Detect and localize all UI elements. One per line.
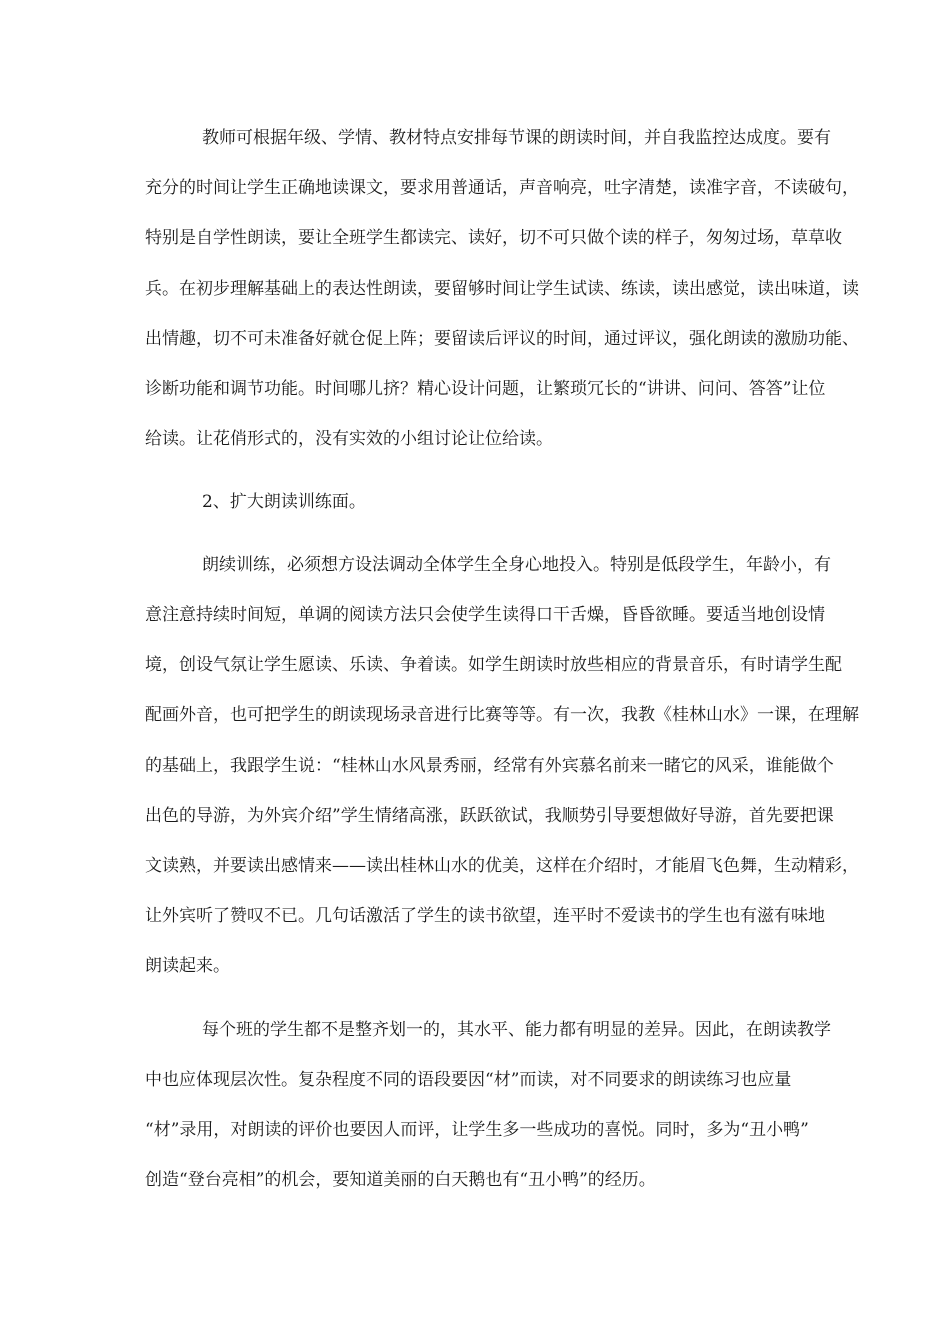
paragraph-line: 给读。让花俏形式的，没有实效的小组讨论让位给读。 bbox=[145, 429, 553, 449]
paragraph-line: 中也应体现层次性。复杂程度不同的语段要因“材”而读，对不同要求的朗读练习也应量 bbox=[145, 1070, 792, 1090]
paragraph-line: 特别是自学性朗读，要让全班学生都读完、读好，切不可只做个读的样子，匆匆过场，草草收 bbox=[145, 228, 842, 248]
paragraph-line: 让外宾听了赞叹不已。几句话激活了学生的读书欲望，连平时不爱读书的学生也有滋有味地 bbox=[145, 906, 825, 926]
paragraph-line: 配画外音，也可把学生的朗读现场录音进行比赛等等。有一次，我教《桂林山水》一课，在理解 bbox=[145, 705, 859, 725]
paragraph-line: 诊断功能和调节功能。时间哪儿挤？精心设计问题，让繁琐冗长的“讲讲、问问、答答”让位 bbox=[145, 379, 826, 399]
paragraph-line: 教师可根据年级、学情、教材特点安排每节课的朗读时间，并自我监控达成度。要有 bbox=[202, 128, 831, 148]
paragraph-line: “材”录用，对朗读的评价也要因人而评，让学生多一些成功的喜悦。同时，多为“丑小鸭” bbox=[145, 1120, 809, 1140]
paragraph-line: 文读熟，并要读出感情来——读出桂林山水的优美，这样在介绍时，才能眉飞色舞，生动精彩， bbox=[145, 856, 859, 876]
paragraph-line: 朗续训练，必须想方设法调动全体学生全身心地投入。特别是低段学生，年龄小，有 bbox=[202, 555, 831, 575]
heading-line: 2、扩大朗读训练面。 bbox=[202, 492, 366, 512]
paragraph-line: 的基础上，我跟学生说：“桂林山水风景秀丽，经常有外宾慕名前来一睹它的风采，谁能做个 bbox=[145, 756, 834, 776]
paragraph-line: 境，创设气氛让学生愿读、乐读、争着读。如学生朗读时放些相应的背景音乐，有时请学生配 bbox=[145, 655, 842, 675]
paragraph-line: 兵。在初步理解基础上的表达性朗读，要留够时间让学生试读、练读，读出感觉，读出味道，读 bbox=[145, 279, 859, 299]
paragraph-line: 出色的导游，为外宾介绍”学生情绪高涨，跃跃欲试，我顺势引导要想做好导游，首先要把课 bbox=[145, 806, 834, 826]
paragraph-line: 创造“登台亮相”的机会，要知道美丽的白天鹅也有“丑小鸭”的经历。 bbox=[145, 1170, 656, 1190]
paragraph-line: 每个班的学生都不是整齐划一的，其水平、能力都有明显的差异。因此，在朗读教学 bbox=[202, 1020, 831, 1040]
paragraph-line: 朗读起来。 bbox=[145, 956, 230, 976]
paragraph-line: 出情趣，切不可未准备好就仓促上阵；要留读后评议的时间，通过评议，强化朗读的激励功能、 bbox=[145, 329, 859, 349]
paragraph-line: 充分的时间让学生正确地读课文，要求用普通话，声音响亮，吐字清楚，读准字音，不读破句， bbox=[145, 178, 859, 198]
paragraph-line: 意注意持续时间短，单调的阅读方法只会使学生读得口干舌燥，昏昏欲睡。要适当地创设情 bbox=[145, 605, 825, 625]
